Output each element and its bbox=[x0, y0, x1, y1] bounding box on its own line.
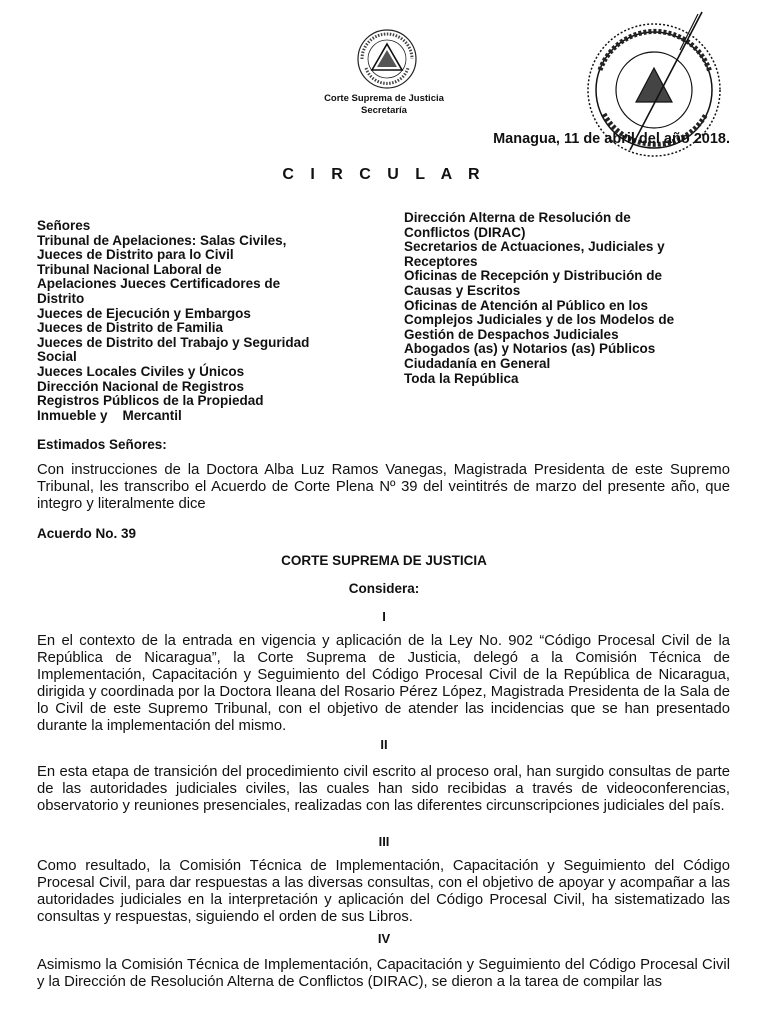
recipient-line: Dirección Alterna de Resolución de bbox=[404, 210, 631, 225]
section-numeral: III bbox=[378, 834, 390, 849]
agreement-label: Acuerdo No. 39 bbox=[37, 526, 137, 541]
recipient-line: Inmueble y Mercantil bbox=[37, 407, 182, 423]
recipients-left-column bbox=[37, 219, 357, 423]
department-name: Secretaría bbox=[361, 105, 407, 116]
recipient-line: Gestión de Despachos Judiciales bbox=[404, 326, 619, 342]
recipient-line: Señores bbox=[37, 218, 91, 233]
recipient-line: Tribunal Nacional Laboral de bbox=[37, 261, 222, 277]
document-title: C I R C U L A R bbox=[282, 166, 486, 183]
recipient-line: Toda la República bbox=[404, 370, 519, 386]
salutation: Estimados Señores: bbox=[37, 437, 167, 452]
recipient-line: Oficinas de Atención al Público en los bbox=[404, 297, 649, 313]
considera-heading: Considera: bbox=[348, 581, 420, 596]
recipient-line: Registros Públicos de la Propiedad bbox=[37, 393, 264, 409]
recipients-right-column bbox=[404, 211, 734, 386]
document-date: Managua, 11 de abril del año 2018. bbox=[493, 131, 730, 147]
recipient-line: Dirección Nacional de Registros bbox=[37, 378, 245, 394]
institution-name: Corte Suprema de Justicia bbox=[324, 93, 444, 104]
recipient-line: Oficinas de Recepción y Distribución de bbox=[404, 268, 663, 284]
section-numeral: II bbox=[380, 737, 388, 752]
court-heading: CORTE SUPREMA DE JUSTICIA bbox=[281, 553, 487, 568]
recipient-line: Distrito bbox=[37, 290, 85, 306]
recipient-line: Tribunal de Apelaciones: Salas Civiles, bbox=[37, 232, 287, 248]
recipient-line: Ciudadanía en General bbox=[404, 355, 551, 371]
recipient-line: Apelaciones Jueces Certificadores de bbox=[37, 276, 281, 292]
recipient-line: Jueces Locales Civiles y Únicos bbox=[37, 363, 245, 379]
section-paragraph: Como resultado, la Comisión Técnica de Implementación, Capacitación y Seguimiento del Código Procesal Civil, para dar respuestas a las diversas consultas, con el objetivo de apoyar y acompañar a las autoridades judiciales en la interpretación y aplicación del Código Procesal Civil, ha sistematizado las consultas y respuestas, siguiendo el orden de sus Libros. bbox=[37, 858, 730, 925]
recipient-line: Secretarios de Actuaciones, Judiciales y bbox=[404, 239, 665, 255]
intro-paragraph: Con instrucciones de la Doctora Alba Luz Ramos Vanegas, Magistrada Presidenta de este Supremo Tribunal, les transcribo el Acuerdo de Corte Plena Nº 39 del veintitrés de marzo del presente año, que integro y literalmente dice bbox=[37, 462, 730, 512]
section-paragraph: En esta etapa de transición del procedimiento civil escrito al proceso oral, han surgido consultas de parte de las autoridades judiciales civiles, las cuales han sido recibidas a través de videoconferencias, observatorio y reuniones presenciales, realizadas con las diferentes circunscripciones judiciales del país. bbox=[37, 764, 730, 814]
recipient-line: Abogados (as) y Notarios (as) Públicos bbox=[404, 341, 656, 357]
national-coat-of-arms-icon bbox=[356, 28, 418, 90]
recipient-line: Jueces de Ejecución y Embargos bbox=[37, 305, 251, 321]
section-paragraph: En el contexto de la entrada en vigencia y aplicación de la Ley No. 902 “Código Procesal Civil de la República de Nicaragua”, la Corte Suprema de Justicia, delegó a la Comisión Técnica de Implementación, Capacitación y Seguimiento del Código Procesal Civil de la República de Nicaragua, dirigida y coordinada por la Doctora Ileana del Rosario Pérez López, Magistrada Presidenta de la Sala de lo Civil de este Supremo Tribunal, con el objetivo de atender las incidencias que se han presentado durante la implementación del mismo. bbox=[37, 633, 730, 734]
recipient-line: Causas y Escritos bbox=[404, 282, 521, 298]
recipient-line: Jueces de Distrito de Familia bbox=[37, 320, 224, 336]
recipient-line: Jueces de Distrito para lo Civil bbox=[37, 247, 234, 263]
section-numeral: IV bbox=[377, 931, 391, 946]
section-paragraph: Asimismo la Comisión Técnica de Implementación, Capacitación y Seguimiento del Código Procesal Civil y la Dirección de Resolución Alterna de Conflictos (DIRAC), se dieron a la tarea de compilar las bbox=[37, 957, 730, 990]
recipient-line: Complejos Judiciales y de los Modelos de bbox=[404, 312, 675, 328]
recipient-line: Social bbox=[37, 349, 77, 365]
recipient-line: Jueces de Distrito del Trabajo y Seguridad bbox=[37, 334, 310, 350]
recipient-line: Receptores bbox=[404, 253, 478, 269]
recipient-line: Conflictos (DIRAC) bbox=[404, 224, 526, 240]
section-numeral: I bbox=[382, 609, 386, 624]
institution-header bbox=[270, 93, 498, 117]
